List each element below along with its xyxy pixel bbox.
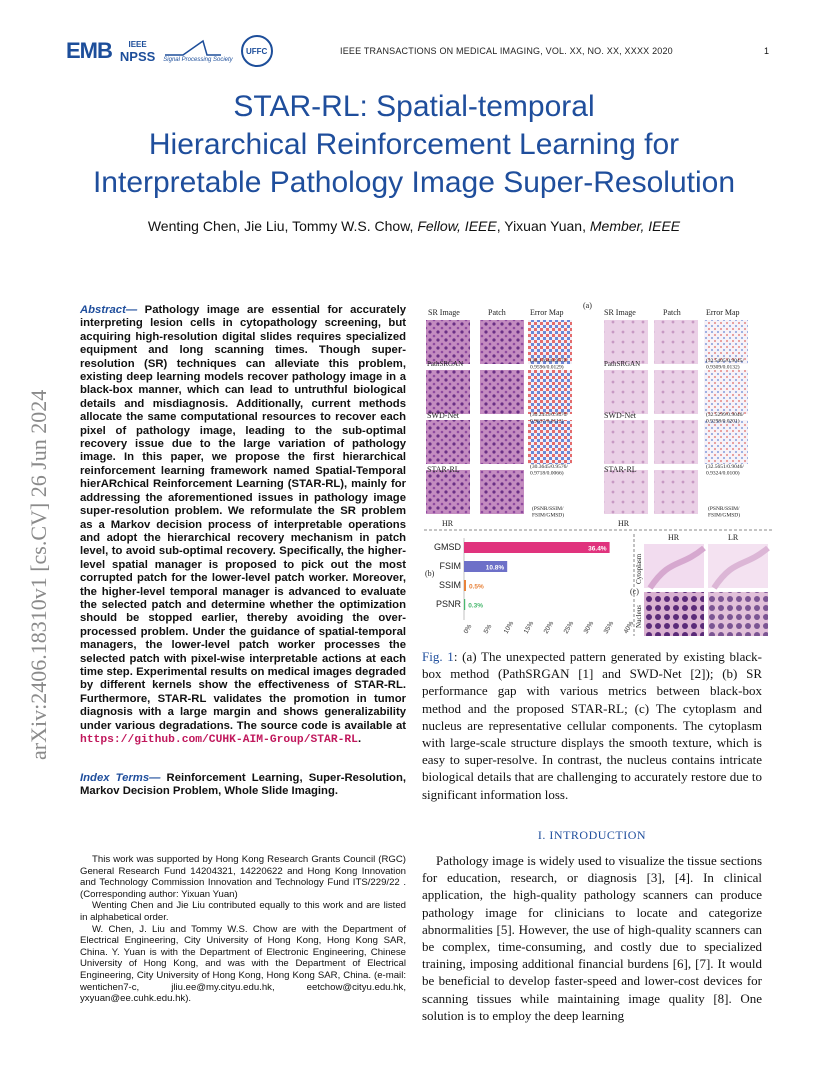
metric-swdnet-left: (30.2453/0.9470/ 0.9637/0.0112) bbox=[530, 412, 568, 425]
x-tick-label: 30% bbox=[582, 620, 596, 635]
sps-wave-icon bbox=[163, 39, 223, 57]
c-nucleus-label: Nucleus bbox=[635, 605, 643, 628]
footnotes bbox=[80, 854, 406, 1005]
bar bbox=[464, 599, 465, 610]
bar-category-label: GMSD bbox=[434, 542, 461, 552]
col-error-map: Error Map bbox=[706, 308, 740, 317]
metric-starrl-right: (32.5651/0.9046/ 0.9324/0.0100) bbox=[706, 464, 744, 477]
abstract-end: . bbox=[357, 733, 362, 745]
x-tick-label: 5% bbox=[482, 623, 494, 635]
footnote: This work was supported by Hong Kong Research Grants Council (RGC) General Research Fund 14204321, 14220622 and Hong Kong Innovation and Technology Commission Innovation and Technology Fund ITS/229/22 .(Corresponding author: Yixuan Yuan) bbox=[80, 854, 406, 900]
row-starrl: STAR-RL bbox=[427, 465, 460, 474]
abstract bbox=[80, 304, 406, 747]
x-tick-label: 0% bbox=[462, 623, 474, 635]
author-list bbox=[40, 218, 788, 234]
panel-b-label: (b) bbox=[425, 569, 435, 578]
row-hr: HR bbox=[618, 519, 630, 528]
figure-caption bbox=[422, 648, 762, 803]
col-sr-image: SR Image bbox=[604, 308, 636, 317]
arxiv-id: arXiv:2406.18310v1 [cs.CV] 26 Jun 2024 bbox=[26, 389, 51, 760]
bar-value-label: 0.5% bbox=[469, 583, 484, 591]
row-pathsrgan: PathSRGAN bbox=[604, 360, 641, 368]
metric-pathsrgan-right: (32.5405/0.9045/ 0.9309/0.0132) bbox=[706, 358, 744, 371]
col-patch: Patch bbox=[663, 308, 681, 317]
nucleus-hr-image bbox=[644, 592, 704, 636]
publisher-logos bbox=[66, 34, 273, 68]
introduction-text: Pathology image is widely used to visualize the tissue sections for education, research, or diagnosis [3], [4]. In clinical application, the high-quality pathology scanners can produce pathology image for clinicians to locate and categorize abnormalities [5]. However, the use of high-quality scanners can be complex, time-consuming, and costly due to specialized training, imposing additional financial burdens [6], [7]. It would be beneficial to develop faster-speed and lower-cost devices for scanning tissues while maintaining image quality [8]. One solution is to employ the deep learning bbox=[422, 853, 762, 1023]
caption-label: Fig. 1 bbox=[422, 649, 454, 664]
title-line: Interpretable Pathology Image Super-Resolution bbox=[92, 166, 736, 199]
title-line: STAR-RL: Spatial-temporal bbox=[233, 90, 595, 123]
sps-logo: Signal Processing Society bbox=[163, 39, 232, 63]
x-tick-label: 20% bbox=[542, 620, 556, 635]
authors-fellow: Fellow, IEEE bbox=[417, 218, 497, 234]
authors-member: Member, IEEE bbox=[589, 218, 681, 234]
col-sr-image: SR Image bbox=[428, 308, 460, 317]
col-patch: Patch bbox=[488, 308, 506, 317]
title-line: Hierarchical Reinforcement Learning for bbox=[148, 128, 680, 161]
row-pathsrgan: PathSRGAN bbox=[427, 360, 464, 368]
x-tick-label: 25% bbox=[562, 620, 576, 635]
x-tick-label: 10% bbox=[502, 620, 516, 635]
metric-pathsrgan-left: (30.1764/0.9572/ 0.9596/0.0129) bbox=[530, 358, 568, 371]
row-starrl: STAR-RL bbox=[604, 465, 637, 474]
nucleus-lr-image bbox=[708, 592, 768, 636]
bar-value-label: 10.8% bbox=[485, 564, 505, 572]
x-tick-label: 15% bbox=[522, 620, 536, 635]
paper-title bbox=[40, 88, 788, 202]
footnote: W. Chen, J. Liu and Tommy W.S. Chow are with the Department of Electrical Engineering, City University of Hong Kong, Hong Kong SAR, China. Y. Yuan is with the Department of Electronic Engineering, Chinese University of Hong Kong, and was with the Department of Electrical Engineering, City University of Hong Kong, Hong Kong SAR, China. (e-mail: wentichen7-c, jliu.ee@my.cityu.edu.hk, eetchow@cityu.edu.hk, yxyuan@ee.cuhk.edu.hk). bbox=[80, 923, 406, 1005]
arxiv-stamp bbox=[26, 290, 54, 760]
index-terms-lead: Index Terms— bbox=[80, 772, 161, 784]
c-cytoplasm-label: Cytoplasm bbox=[635, 553, 643, 584]
panel-c-label: (c) bbox=[630, 587, 639, 596]
abstract-lead: Abstract— bbox=[80, 304, 138, 316]
npss-logo: IEEE NPSS bbox=[119, 40, 156, 64]
index-terms-body: Reinforcement Learning, Super-Resolution, Markov Decision Problem, Whole Slide Imaging. bbox=[80, 772, 406, 798]
abstract-body: Pathology image are essential for accurately interpreting lesion cells in cytopathology screening, but acquiring high-resolution digital slides requires specialized equipment and long scanning times. Though super-resolution (SR) techniques can alleviate this problem, existing deep learning models recover pathology image in a black-box manner, which can lead to untruthful biological details and misdiagnosis. Additionally, current methods allocate the same computational resources to recover each pixel of pathology image, leading to the sub-optimal recovery issue due to the large variation of pathology image. In this paper, we propose the first hierarchical reinforcement learning framework named Spatial-Temporal hierARchical Reinforcement Learning (STAR-RL), mainly for addressing the aforementioned issues in pathology image super-resolution problem. We reformulate the SR problem as a Markov decision process of interpretable operations and adopt the hierarchical recovery mechanism in patch level, to avoid sub-optimal recovery. Specifically, the higher-level spatial manager is proposed to pick out the most corrupted patch for the lower-level patch worker. Moreover, the higher-level temporal manager is advanced to evaluate the selected patch and determine whether the optimization should be stopped earlier, thereby avoiding the over-processed problem. Under the guidance of spatial-temporal managers, the lower-level patch worker processes the selected patch with pixel-wise interpretable actions at each time step. Experimental results on medical images degraded by different kernels show the effectiveness of STAR-RL. Furthermore, STAR-RL validates the promotion in tumor diagnosis with a large margin and shows generalizability under various degradations. The source code is available at bbox=[80, 304, 406, 732]
bar-category-label: SSIM bbox=[438, 580, 461, 590]
bar-value-label: 0.3% bbox=[468, 602, 484, 610]
page-number: 1 bbox=[764, 46, 770, 56]
journal-header: IEEE TRANSACTIONS ON MEDICAL IMAGING, VOL. XX, NO. XX, XXXX 2020 bbox=[340, 46, 673, 56]
row-hr: HR bbox=[442, 519, 454, 528]
bar-category-label: FSIM bbox=[439, 561, 461, 571]
c-hr-label: HR bbox=[668, 533, 680, 542]
authors-text: , Yixuan Yuan, bbox=[496, 218, 590, 234]
x-tick-label: 35% bbox=[602, 620, 616, 635]
footnote: Wenting Chen and Jie Liu contributed equally to this work and are listed in alphabetical order. bbox=[80, 900, 406, 923]
metric-header-left: (PSNR/SSIM/ FSIM/GMSD) bbox=[532, 506, 565, 519]
x-tick-label: 40% bbox=[622, 620, 636, 635]
bar-category-label: PSNR bbox=[435, 599, 461, 609]
metric-header-right: (PSNR/SSIM/ FSIM/GMSD) bbox=[708, 506, 741, 519]
authors-text: Wenting Chen, Jie Liu, Tommy W.S. Chow, bbox=[147, 218, 418, 234]
metric-swdnet-right: (32.5299/0.9046/ 0.9298/0.0201) bbox=[706, 412, 744, 425]
row-swdnet: SWD-Net bbox=[604, 411, 636, 420]
c-lr-label: LR bbox=[728, 533, 739, 542]
bar bbox=[464, 580, 466, 591]
metric-starrl-left: (30.3645/0.9576/ 0.9718/0.0066) bbox=[530, 464, 568, 477]
metric-gap-chart bbox=[434, 538, 635, 635]
col-error-map: Error Map bbox=[530, 308, 564, 317]
row-swdnet: SWD-Net bbox=[427, 411, 459, 420]
bar-value-label: 36.4% bbox=[588, 545, 607, 553]
section-heading: I. INTRODUCTION bbox=[537, 828, 647, 842]
uffc-logo: UFFC bbox=[241, 35, 273, 67]
figure-1 bbox=[420, 298, 776, 638]
code-link[interactable]: https://github.com/CUHK-AIM-Group/STAR-RL bbox=[80, 734, 358, 746]
emb-logo: EMB bbox=[66, 38, 112, 63]
index-terms bbox=[80, 772, 406, 799]
caption-text: : (a) The unexpected pattern generated by existing black-box method (PathSRGAN [1] and SWD-Net [2]); (b) SR performance gap with various metrics between black-box method and the proposed STAR-RL; (c) The cytoplasm and nucleus are representative cellular components. The cytoplasm with large-scale structure displays the smooth texture, which is easy to super-resolve. In contrast, the nucleus contains intricate biological details that are challenging to accurately restore due to significant information loss. bbox=[422, 649, 763, 802]
panel-a-label: (a) bbox=[583, 301, 592, 310]
